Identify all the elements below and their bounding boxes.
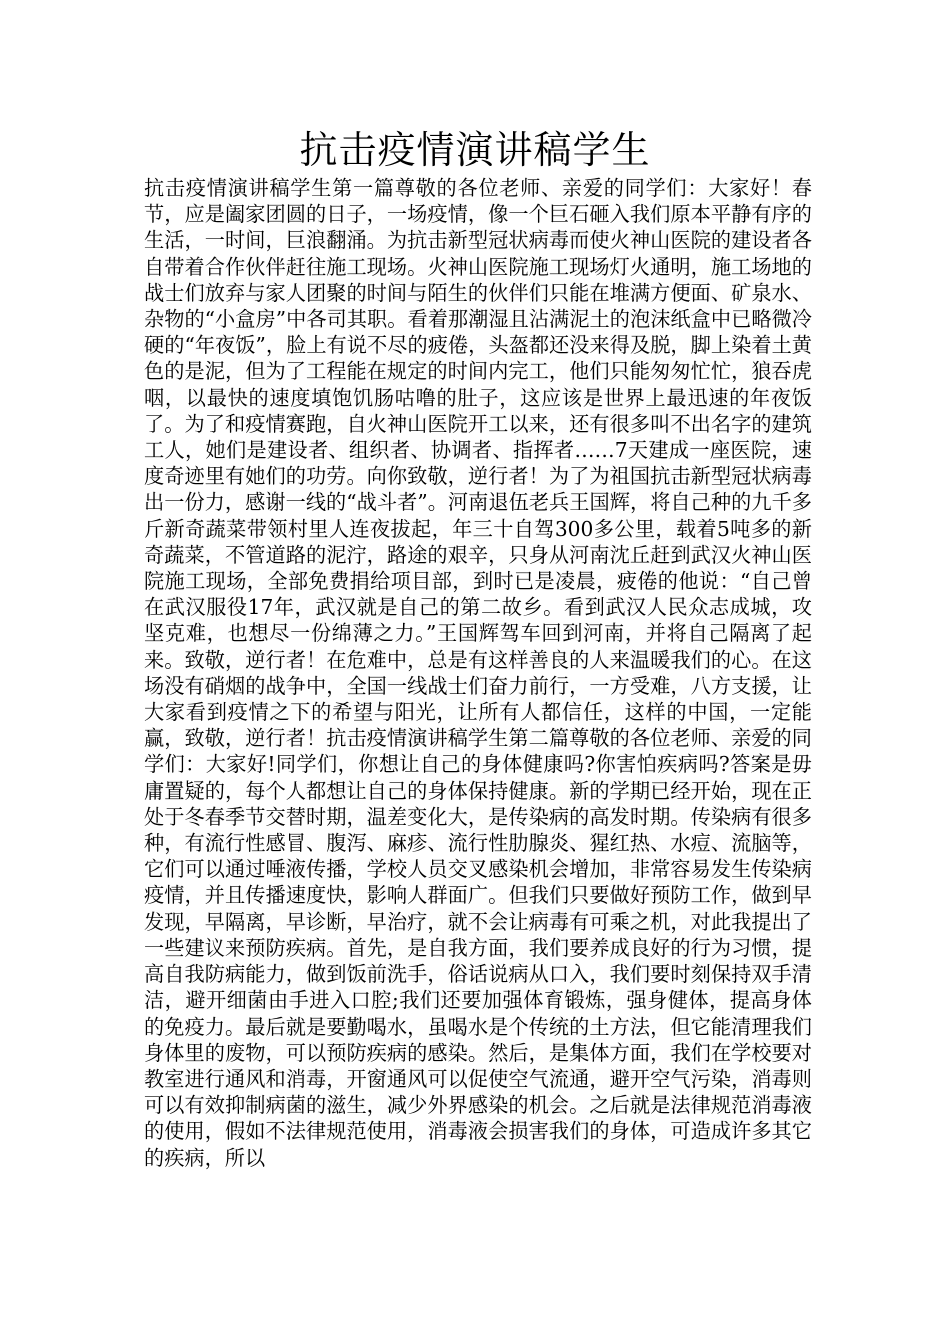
document-body: 抗击疫情演讲稿学生第一篇尊敬的各位老师、亲爱的同学们：大家好！春节，应是阖家团圆的日子，一场疫情，像一个巨石砸入我们原本平静有序的生活，一时间，巨浪翻涌。为抗击新型冠状病毒而使火神山医院的建设者各自带着合作伙伴赶往施工现场。火神山医院施工现场灯火通明，施工场地的战士们放弃与家人团聚的时间与陌生的伙伴们只能在堆满方便面、矿泉水、杂物的“小盒房”中各司其职。看着那潮湿且沾满泥土的泡沫纸盒中已略微冷硬的“年夜饭”，脸上有说不尽的疲倦，头盔都还没来得及脱，脚上染着土黄色的是泥，但为了工程能在规定的时间内完工，他们只能匆匆忙忙，狼吞虎咽，以最快的速度填饱饥肠咕噜的肚子，这应该是世界上最迅速的年夜饭了。为了和疫情赛跑，自火神山医院开工以来，还有很多叫不出名字的建筑工人，她们是建设者、组织者、协调者、指挥者……7天建成一座医院，速度奇迹里有她们的功劳。向你致敬，逆行者！为了为祖国抗击新型冠状病毒出一份力，感谢一线的“战斗者”。河南退伍老兵王国辉，将自己种的九千多斤新奇蔬菜带领村里人连夜拔起，年三十自驾300多公里，载着5吨多的新奇蔬菜，不管道路的泥泞，路途的艰辛，只身从河南沈丘赶到武汉火神山医院施工现场，全部免费捐给项目部，到时已是凌晨，疲倦的他说：“自己曾在武汉服役17年，武汉就是自己的第二故乡。看到武汉人民众志成城，攻坚克难，也想尽一份绵薄之力。”王国辉驾车回到河南，并将自己隔离了起来。致敬，逆行者！在危难中，总是有这样善良的人来温暖我们的心。在这场没有硝烟的战争中，全国一线战士们奋力前行，一方受难，八方支援，让大家看到疫情之下的希望与阳光，让所有人都信任，这样的中国，一定能赢，致敬，逆行者！抗击疫情演讲稿学生第二篇尊敬的各位老师、亲爱的同学们：大家好!同学们，你想让自己的身体健康吗?你害怕疾病吗?答案是毋庸置疑的，每个人都想让自己的身体保持健康。新的学期已经开始，现在正处于冬春季节交替时期，温差变化大，是传染病的高发时期。传染病有很多种，有流行性感冒、腹泻、麻疹、流行性肋腺炎、猩红热、水痘、流脑等，它们可以通过唾液传播，学校人员交叉感染机会增加，非常容易发生传染病疫情，并且传播速度快，影响人群面广。但我们只要做好预防工作，做到早发现，早隔离，早诊断，早治疗，就不会让病毒有可乘之机，对此我提出了一些建议来预防疾病。首先，是自我方面，我们要养成良好的行为习惯，提高自我防病能力，做到饭前洗手，俗话说病从口入，我们要时刻保持双手清洁，避开细菌由手进入口腔;我们还要加强体育锻炼，强身健体，提高身体的免疫力。最后就是要勤喝水，虽喝水是个传统的土方法，但它能清理我们身体里的废物，可以预防疾病的感染。然后，是集体方面，我们在学校要对教室进行通风和消毒，开窗通风可以促使空气流通，避开空气污染，消毒则可以有效抑制病菌的滋生，减少外界感染的机会。之后就是法律规范消毒液的使用，假如不法律规范使用，消毒液会损害我们的身体，可造成许多其它的疾病，所以 (144, 176, 812, 1170)
document-title: 抗击疫情演讲稿学生 (299, 128, 651, 172)
